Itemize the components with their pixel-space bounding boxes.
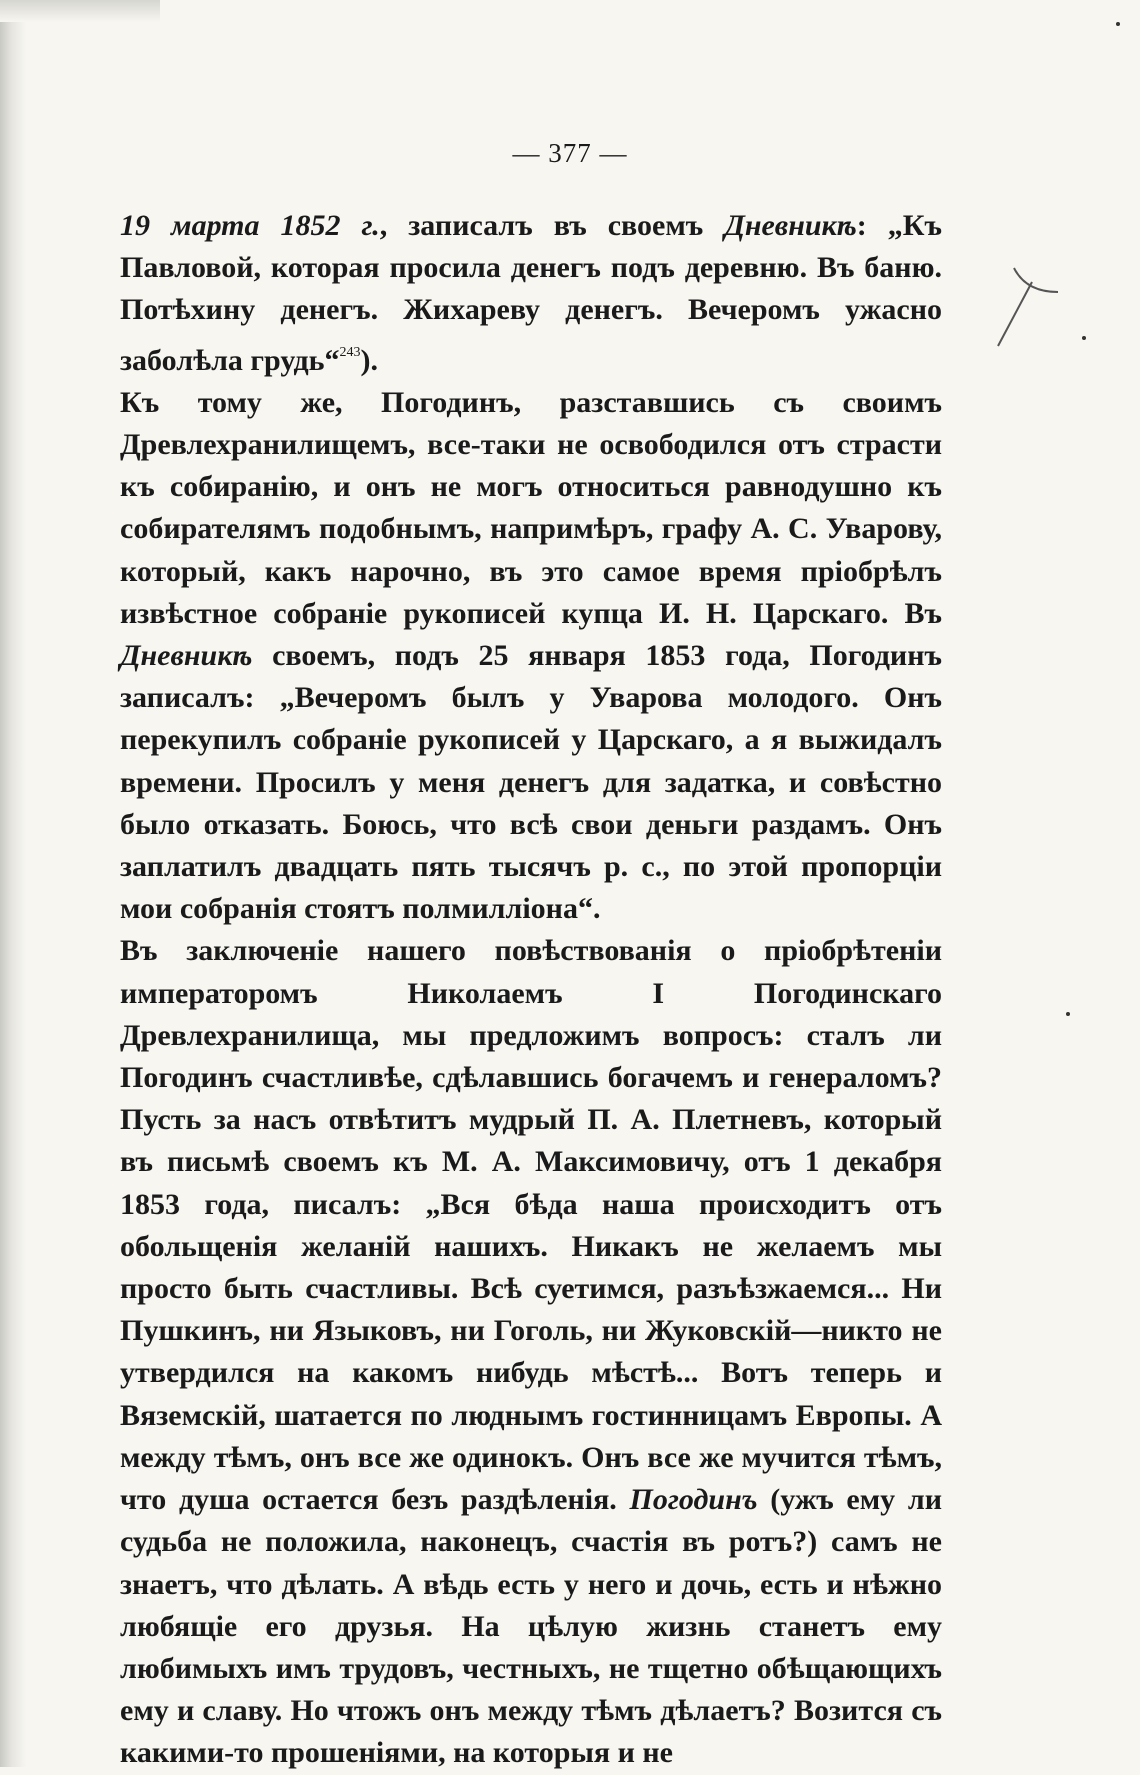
text-span: ). — [360, 343, 378, 377]
margin-dot — [1116, 22, 1120, 26]
text-span: Къ тому же, Погодинъ, разставшись съ своимъ Древлехранилищемъ, все-таки не освободился отъ страсти къ собиранію, и онъ не могъ относиться равнодушно къ собирателямъ подобнымъ, напримѣръ, графу А. С. Уварову, который, какъ нарочно, въ это самое время пріобрѣлъ извѣстное собраніе рукописей купца И. Н. Царскаго. Въ — [120, 385, 942, 630]
text-span: своемъ, подъ 25 января 1853 года, Погодинъ записалъ: „Вечеромъ былъ у Уварова молодого. Онъ перекупилъ собраніе рукописей у Царскаго, а я выжидалъ времени. Просилъ у меня денегъ для задатка, и совѣстно было отказать. Боюсь, что всѣ свои деньги раздамъ. Онъ заплатилъ двадцать пять тысячъ р. с., по этой пропорціи мои собранія стоятъ полмилліона“. — [120, 639, 942, 926]
paragraph-3 — [120, 930, 942, 1774]
text-span: Въ заключеніе нашего повѣствованія о пріобрѣтеніи императоромъ Николаемъ I Погодинскаго Древлехранилища, мы предложимъ вопросъ: сталъ ли Погодинъ счастливѣе, сдѣлавшись богачемъ и генераломъ? Пусть за насъ отвѣтитъ мудрый П. А. Плетневъ, который въ письмѣ своемъ къ М. А. Максимовичу, отъ 1 декабря 1853 года, писалъ: „Вся бѣда наша происходитъ отъ обольщенія желаній нашихъ. Никакъ не желаемъ мы просто быть счастливы. Всѣ суетимся, разъѣзжаемся... Ни Пушкинъ, ни Языковъ, ни Гоголь, ни Жуковскій—никто не утвердился на какомъ нибудь мѣстѣ... Вотъ теперь и Вяземскій, шатается по люднымъ гостинницамъ Европы. А между тѣмъ, онъ все же одинокъ. Онъ все же мучится тѣмъ, что душа остается безъ раздѣленія. — [120, 934, 942, 1517]
margin-dot — [1066, 1012, 1070, 1016]
scan-corner-shadow — [0, 0, 160, 22]
pogodin-name: Погодинъ — [629, 1483, 758, 1517]
paragraph-2 — [120, 382, 942, 931]
diary-title: Дневникѣ — [120, 639, 253, 673]
diary-date: 19 марта 1852 г. — [120, 209, 380, 242]
text-span: , записалъ въ своемъ — [379, 209, 725, 242]
page-number: — 377 — — [512, 138, 628, 168]
text-span: : „Къ Павловой, которая просила денегъ подъ деревню. Въ баню. Потѣхину денегъ. Жихареву денегъ. Вечеромъ ужасно заболѣла грудь“ — [120, 209, 943, 377]
margin-pencil-mark — [992, 262, 1062, 352]
paragraph-1 — [120, 205, 942, 382]
margin-dot — [1082, 336, 1086, 340]
diary-title: Дневникѣ — [724, 209, 857, 242]
footnote-ref: 243 — [339, 344, 361, 360]
text-span: (ужъ ему ли судьба не положила, наконецъ, счастія въ ротъ?) самъ не знаетъ, что дѣлать. А вѣдь есть у него и дочь, есть и нѣжно любящіе его друзья. На цѣлую жизнь станетъ ему любимыхъ имъ трудовъ, честныхъ, не тщетно обѣщающихъ ему и славу. Но чтожъ онъ между тѣмъ дѣлаетъ? Возится съ какими-то прошеніями, на которыя и не — [120, 1483, 942, 1770]
scan-edge-shadow — [0, 0, 26, 1767]
body-text — [120, 205, 942, 1775]
